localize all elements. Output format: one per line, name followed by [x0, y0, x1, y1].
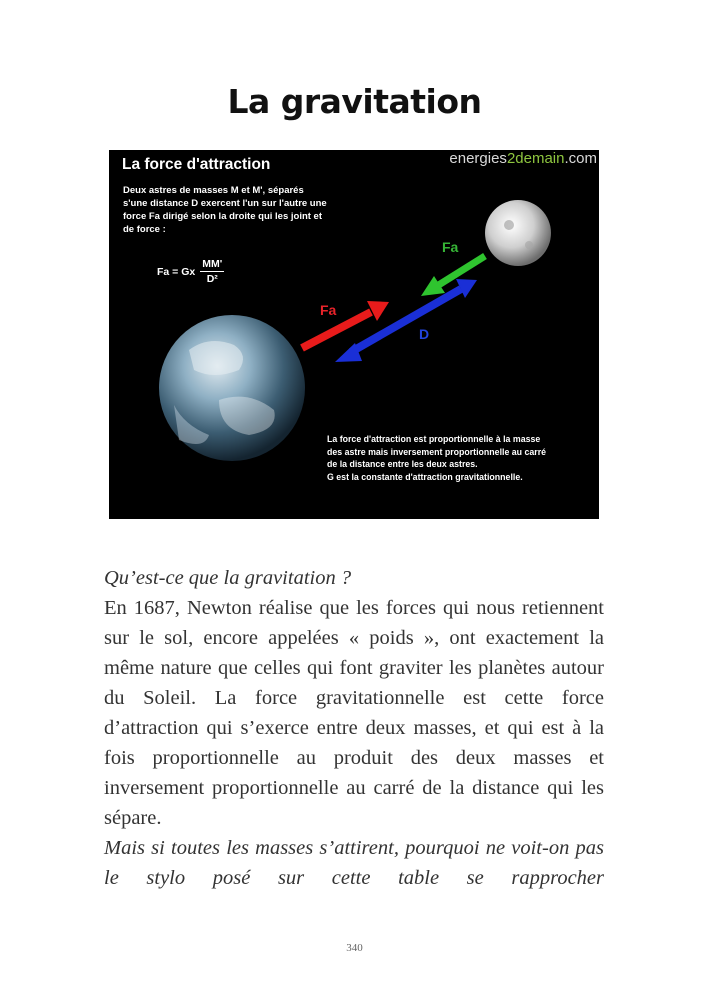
formula-denominator: D² — [206, 273, 218, 285]
moon-crater — [525, 241, 533, 249]
note-line: des astre mais inversement proportionnelle au carré — [327, 446, 547, 457]
formula-numerator: MM' — [202, 258, 223, 270]
formula-left: Fa = Gx — [157, 265, 196, 278]
body-paragraph: En 1687, Newton réalise que les forces qui nous retiennent sur le sol, encore appelées « poids », ont exactement la même nature que celles qui font graviter les planètes autour du Soleil. La force gravitationnelle est cette force d’attraction qui s’exerce entre deux masses, et qui est à la fois proportionnelle au produit des deux masses et inversement proportionnelle au carré de la distance qui les sépare. — [104, 597, 604, 829]
label-fa-red: Fa — [320, 302, 337, 318]
body-text — [104, 563, 604, 893]
moon-planet — [485, 200, 551, 266]
site-prefix: energies — [449, 150, 507, 167]
figure-note — [327, 433, 592, 483]
figure-heading: La force d'attraction — [122, 156, 271, 173]
site-watermark — [449, 150, 597, 167]
moon-crater — [504, 220, 514, 230]
site-accent: 2demain — [506, 150, 565, 167]
figure-description: Deux astres de masses M et M', séparés s'une distance D exercent l'un sur l'autre une force Fa dirigé selon la droite qui les joint et de force : — [123, 185, 327, 235]
page-title: La gravitation — [227, 82, 482, 121]
page-number: 340 — [346, 942, 363, 954]
label-fa-green: Fa — [442, 239, 459, 255]
earth-cloud — [189, 341, 243, 375]
label-d: D — [419, 326, 430, 342]
site-suffix: .com — [564, 150, 597, 167]
gravitation-formula — [157, 258, 224, 285]
note-line: La force d'attraction est proportionnelle à la masse — [327, 434, 541, 444]
question-heading: Qu’est-ce que la gravitation ? — [104, 567, 352, 589]
note-line: de la distance entre les deux astres. — [327, 459, 478, 469]
note-line: G est la constante d'attraction gravitationnelle. — [327, 471, 523, 482]
closing-question: Mais si toutes les masses s’attirent, pourquoi ne voit-on pas le stylo posé sur cette table se rapprocher — [104, 837, 604, 889]
gravitation-figure — [109, 150, 599, 519]
formula-fraction — [200, 258, 224, 285]
